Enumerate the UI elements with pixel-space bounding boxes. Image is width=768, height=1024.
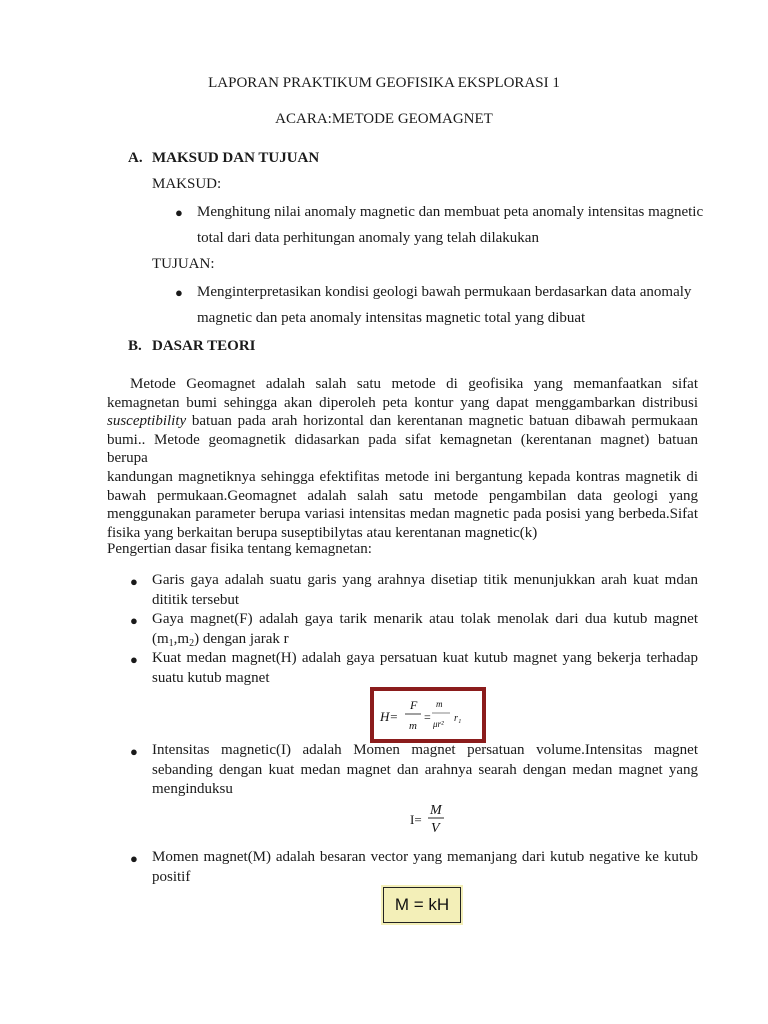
- formula-h-f: F: [410, 698, 418, 712]
- formula-i-lhs: I=: [410, 812, 422, 827]
- formula-h-tail: r₁: [454, 713, 462, 724]
- bullet-icon: ●: [130, 652, 138, 667]
- dasar-teori-paragraph: [107, 375, 698, 542]
- list-item-gaya-magnet: Gaya magnet(F) adalah gaya tarik menarik atau tolak menolak dari dua kutub magnet $(m_1,m_2)$ dengan jarak r: [152, 611, 698, 649]
- formula-h-image: [374, 691, 482, 739]
- formula-h-eq: =: [424, 710, 431, 724]
- formula-i: [408, 800, 458, 836]
- formula-m-text: M = kH: [383, 887, 461, 923]
- tujuan-item-line-1: Menginterpretasikan kondisi geologi bawah permukaan berdasarkan data anomaly: [197, 284, 692, 300]
- formula-i-den: V: [431, 821, 440, 836]
- formula-h-num: m: [436, 699, 443, 709]
- document-subtitle: ACARA:METODE GEOMAGNET: [275, 111, 493, 127]
- tujuan-item-line-2: magnetic dan peta anomaly intensitas magnetic total yang dibuat: [197, 310, 586, 326]
- formula-h-box: [370, 687, 486, 743]
- kemagnetan-intro: Pengertian dasar fisika tentang kemagnetan:: [107, 541, 372, 557]
- formula-h-m: m: [409, 720, 417, 732]
- bullet-icon: ●: [175, 285, 183, 300]
- paragraph-line: fisika yang berkaitan berupa suseptibilytas atau kerentanan magnetic(k): [107, 524, 538, 541]
- maksud-item-line-1: Menghitung nilai anomaly magnetic dan membuat peta anomaly intensitas magnetic: [197, 204, 704, 220]
- section-a-marker: A.: [128, 150, 143, 166]
- section-b-marker: B.: [128, 338, 142, 354]
- list-item-garis-gaya: Garis gaya adalah suatu garis yang arahnya disetiap titik menunjukkan arah kuat mdan dititik tersebut: [152, 572, 698, 608]
- list-item-kuat-medan: Kuat medan magnet(H) adalah gaya persatuan kuat kutub magnet yang bekerja terhadap suatu kutub magnet: [152, 650, 698, 686]
- maksud-item-line-2: total dari data perhitungan anomaly yang telah dilakukan: [197, 230, 539, 246]
- bullet-icon: ●: [130, 613, 138, 628]
- formula-h-den: μr²: [433, 719, 444, 729]
- paragraph-line: Metode Geomagnet adalah salah satu metode di geofisika yang memanfaatkan sifat: [130, 376, 698, 392]
- paragraph-line: bumi.. Metode geomagnetik didasarkan pada sifat kemagnetan (kerentanan magnet) batuan berupa: [107, 431, 698, 467]
- bullet-icon: ●: [130, 851, 138, 866]
- formula-i-num: M: [430, 803, 442, 818]
- section-a-heading: MAKSUD DAN TUJUAN: [152, 150, 320, 166]
- tujuan-label: TUJUAN:: [152, 256, 215, 272]
- document-title: LAPORAN PRAKTIKUM GEOFISIKA EKSPLORASI 1: [208, 75, 560, 91]
- paragraph-line: susceptibility batuan pada arah horizontal dan kerentanan magnetic batuan dibawah permukaan: [107, 413, 698, 430]
- section-b-heading: DASAR TEORI: [152, 338, 256, 354]
- formula-m-box: [381, 885, 463, 925]
- paragraph-line: kandungan magnetiknya sehingga efektifitas metode ini bergantung kepada kontras magnetik di: [107, 468, 698, 485]
- bullet-icon: ●: [130, 574, 138, 589]
- paragraph-line: bawah permukaan.Geomagnet adalah salah satu metode pengambilan data geologi yang: [107, 487, 698, 504]
- maksud-label: MAKSUD:: [152, 176, 222, 192]
- bullet-icon: ●: [175, 205, 183, 220]
- italic-term: susceptibility: [107, 413, 187, 430]
- bullet-icon: ●: [130, 744, 138, 759]
- list-item-momen: Momen magnet(M) adalah besaran vector yang memanjang dari kutub negative ke kutub positif: [152, 849, 698, 885]
- paragraph-line: kemagnetan bumi sehingga akan diperoleh peta kontur yang dapat menggambarkan distribusi: [107, 394, 698, 411]
- formula-h-lhs: H=: [380, 709, 399, 724]
- paragraph-line: menggunakan parameter berupa variasi intensitas medan magnetic pada posisi yang berbeda.Sifat: [107, 506, 698, 523]
- list-item-intensitas: Intensitas magnetic(I) adalah Momen magnet persatuan volume.Intensitas magnet sebanding dengan kuat medan magnet dan arahnya searah dengan medan magnet yang menginduksu: [152, 742, 698, 797]
- formula-i-image: [408, 800, 458, 836]
